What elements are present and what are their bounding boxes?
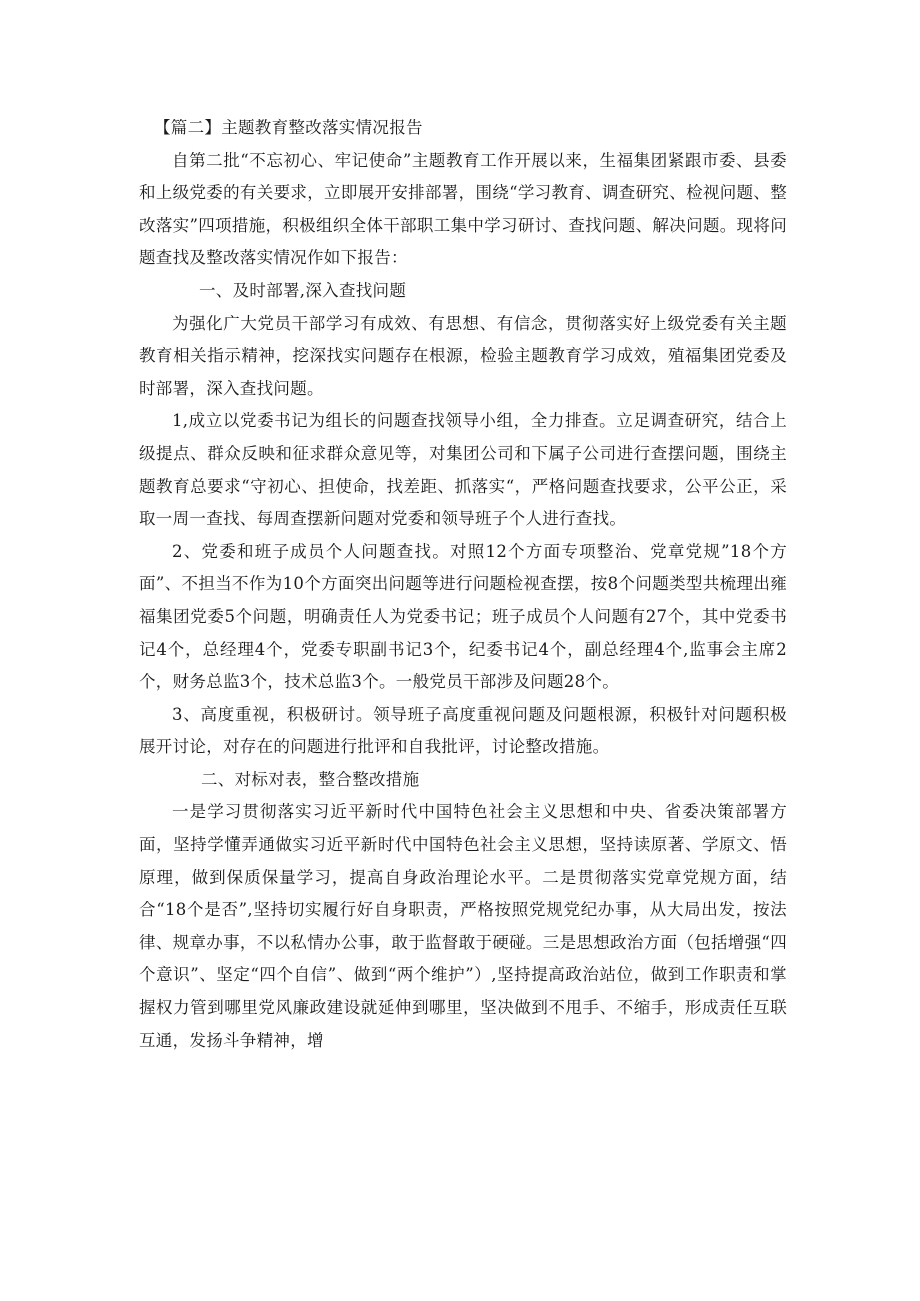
document-title: 【篇二】主题教育整改落实情况报告: [154, 118, 423, 137]
section-1-intro: 为强化广大党员干部学习有成效、有思想、有信念，贯彻落实好上级党委有关主题教育相关指示精神，挖深找实问题存在根源，检验主题教育学习成效，殖福集团党委及时部署，深入查找问题。: [139, 313, 787, 398]
section-1-item-1: 1,成立以党委书记为组长的问题查找领导小组，全力排查。立足调查研究，结合上级提点、群众反映和征求群众意见等，对集团公司和下属子公司进行查摆问题，围绕主题教育总要求“守初心、担使命，找差距、抓落实“，严格问题查找要求，公平公正，采取一周一查找、每周查摆新问题对党委和领导班子个人进行查找。: [139, 411, 787, 529]
section-2-body: 一是学习贯彻落实习近平新时代中国特色社会主义思想和中央、省委决策部署方面，坚持学懂弄通做实习近平新时代中国特色社会主义思想，坚持读原著、学原文、悟原理，做到保质保量学习，提高自身政治理论水平。二是贯彻落实党章党规方面，结合“18个是否”,坚持切实履行好自身职责，严格按照党规党纪办事，从大局出发，按法律、规章办事，不以私情办公事，敢于监督敢于硬碰。三是思想政治方面（包括增强“四个意识”、坚定“四个自信”、做到“两个维护”）,坚持提高政治站位，做到工作职责和掌握权力管到哪里党风廉政建设就延伸到哪里，坚决做到不甩手、不缩手，形成责任互联互通，发扬斗争精神，增: [139, 802, 787, 1050]
intro-paragraph: 自第二批“不忘初心、牢记使命”主题教育工作开展以来，生福集团紧跟市委、县委和上级党委的有关要求，立即展开安排部署，围绕“学习教育、调查研究、检视问题、整改落实”四项措施，积极组织全体干部职工集中学习研讨、查找问题、解决问题。现将问题查找及整改落实情况作如下报告：: [139, 150, 787, 268]
section-1-item-2: 2、党委和班子成员个人问题查找。对照12个方面专项整治、党章党规”18个方面”、不担当不作为10个方面突出问题等进行问题检视查摆，按8个问题类型共梳理出雍福集团党委5个问题，明确责任人为党委书记；班子成员个人问题有27个，其中党委书记4个，总经理4个，党委专职副书记3个，纪委书记4个，副总经理4个,监事会主席2个，财务总监3个，技术总监3个。一般党员干部涉及问题28个。: [139, 541, 787, 692]
section-1-heading: 一、及时部署,深入查找问题: [199, 280, 407, 300]
document-body: [139, 112, 787, 1057]
section-2-heading: 二、对标对表，整合整改措施: [201, 769, 420, 789]
section-1-item-3: 3、高度重视，积极研讨。领导班子高度重视问题及问题根源，积极针对问题积极展开讨论，对存在的问题进行批评和自我批评，讨论整改措施。: [139, 704, 787, 757]
